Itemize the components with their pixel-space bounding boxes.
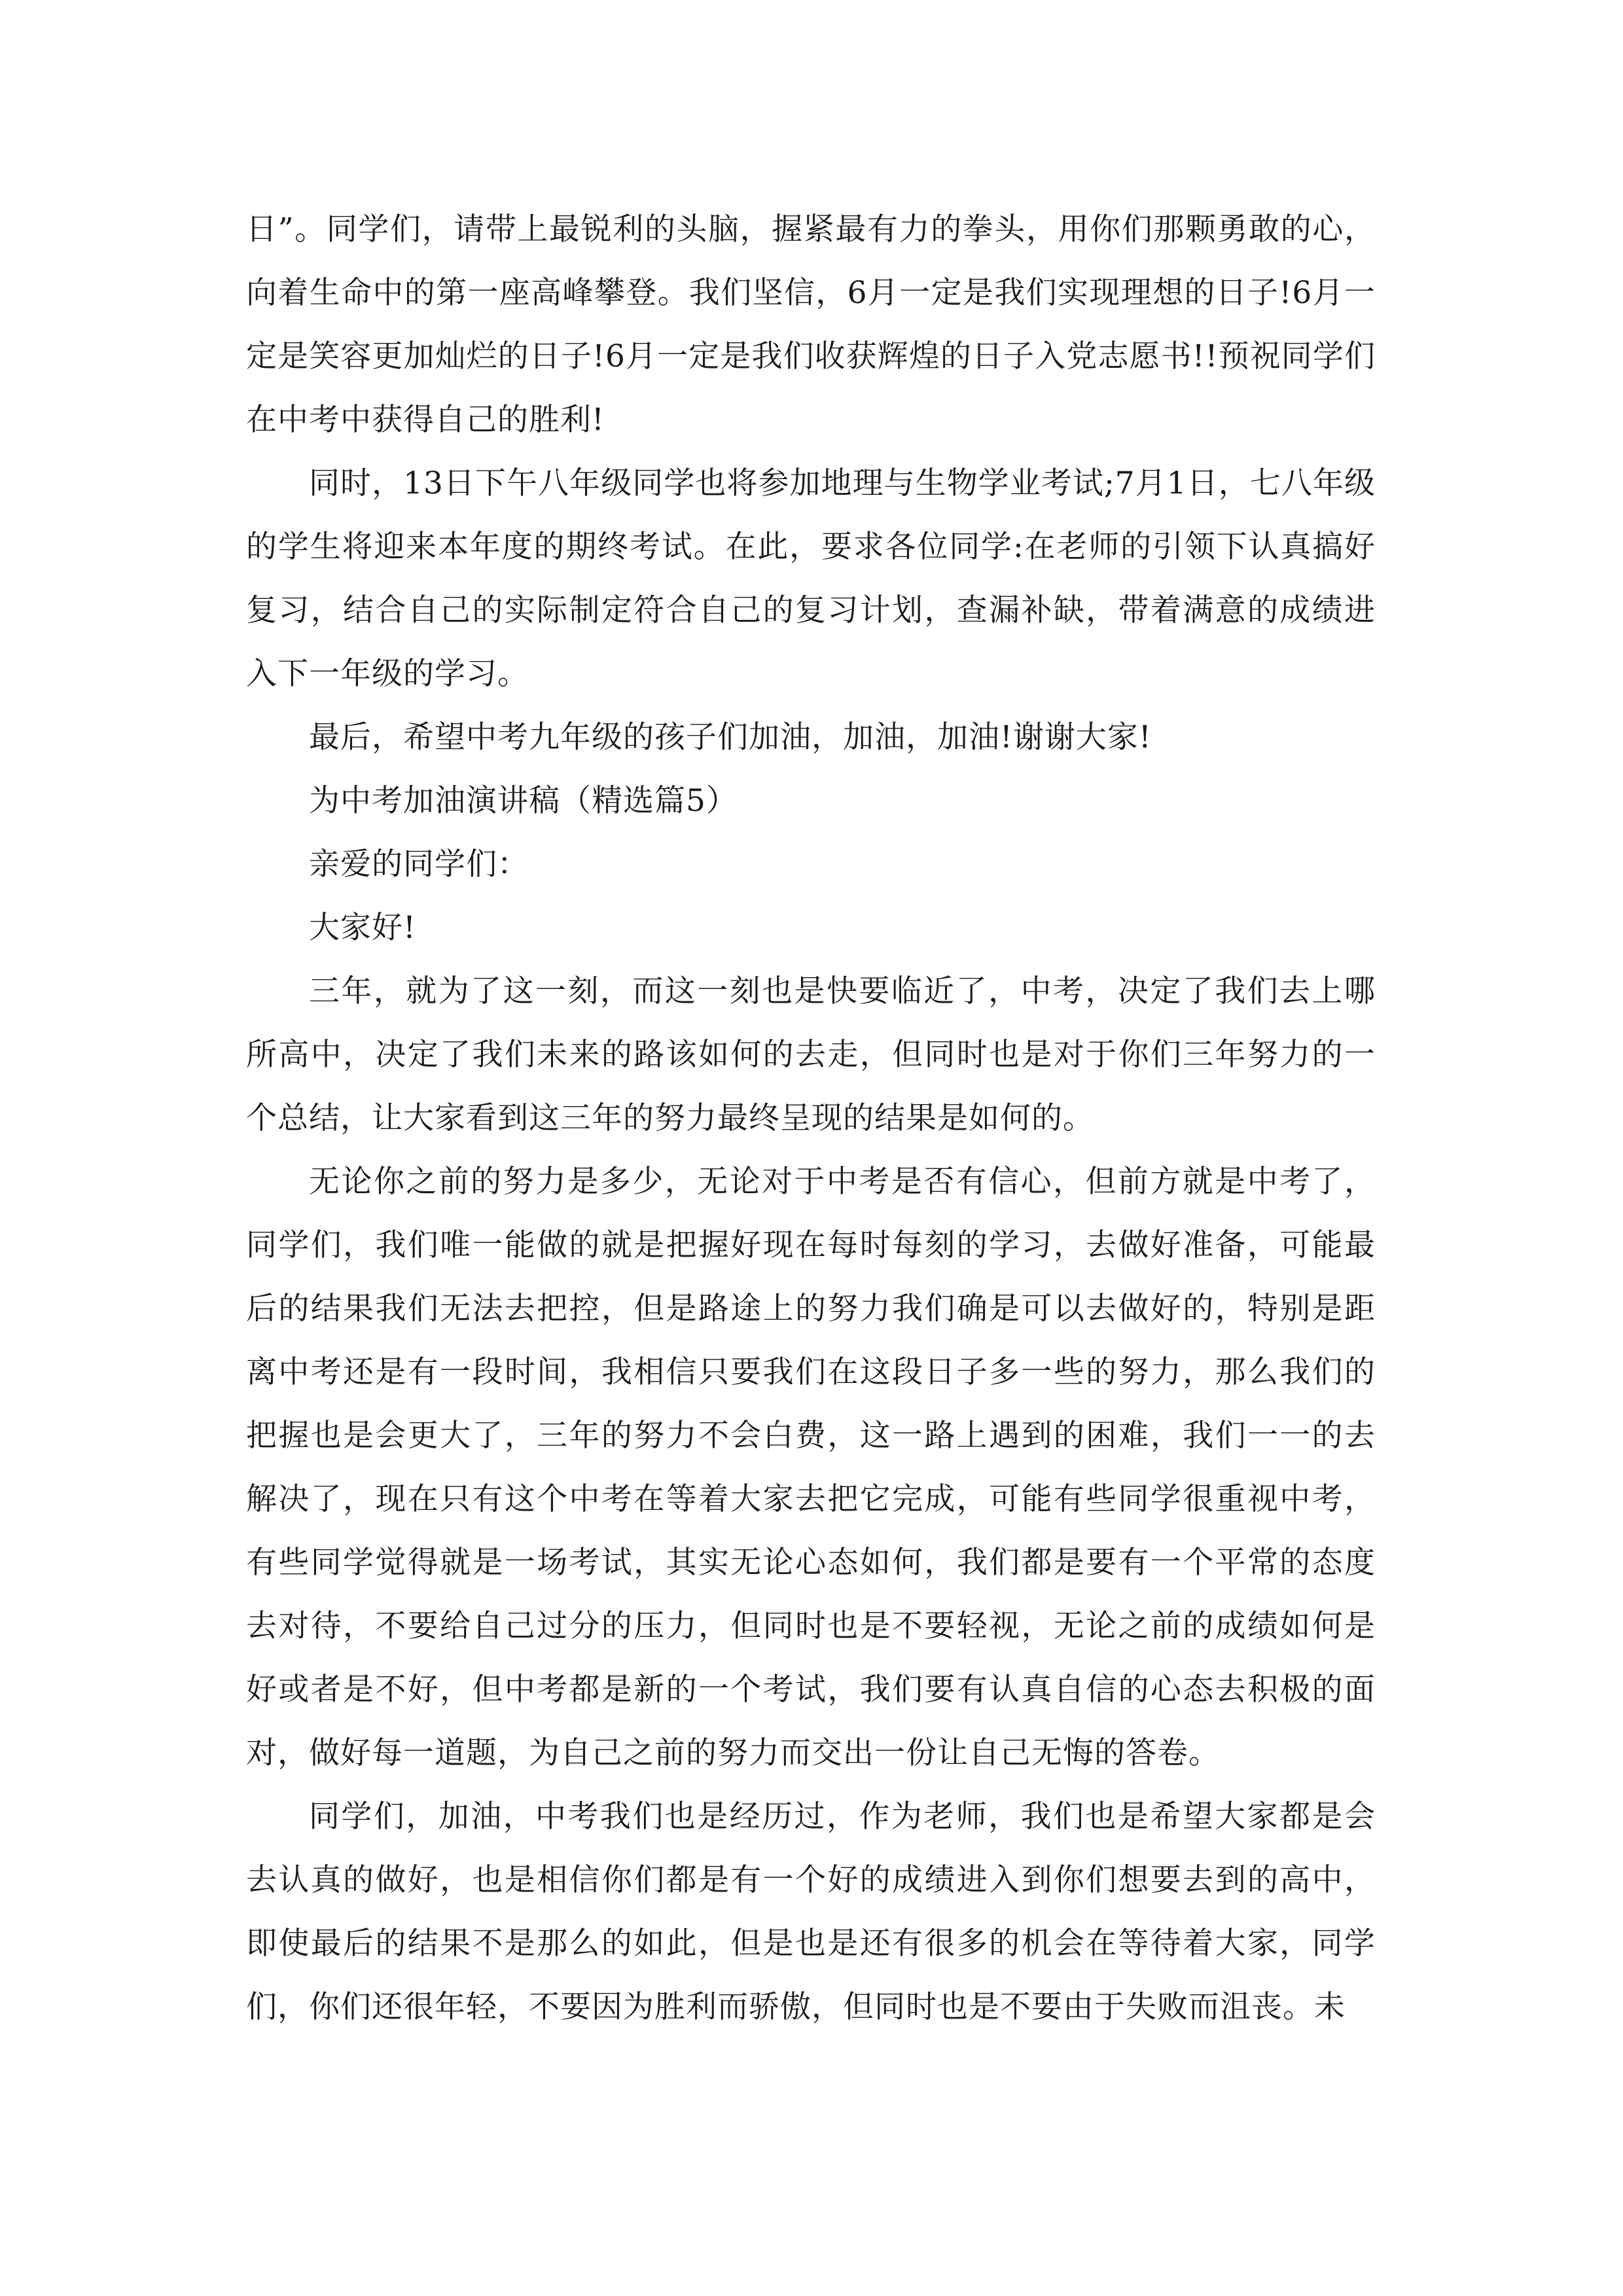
greeting: 大家好! xyxy=(309,910,416,946)
section-heading: 为中考加油演讲稿（精选篇5） xyxy=(309,783,738,819)
paragraph-9: 同学们，加油，中考我们也是经历过，作为老师，我们也是希望大家都是会去认真的做好，也是相信你们都是有一个好的成绩进入到你们想要去到的高中，即使最后的结果不是那么的如此，但是也是还有很多的机会在等待着大家，同学们，你们还很年轻，不要因为胜利而骄傲，但同时也是不要由于失败而沮丧。未 xyxy=(246,1799,1376,2025)
document-body xyxy=(246,198,1376,2039)
paragraph-7: 三年，就为了这一刻，而这一刻也是快要临近了，中考，决定了我们去上哪所高中，决定了我们未来的路该如何的去走，但同时也是对于你们三年努力的一个总结，让大家看到这三年的努力最终呈现的结果是如何的。 xyxy=(246,973,1376,1136)
salutation: 亲爱的同学们： xyxy=(309,846,529,882)
paragraph-3: 最后，希望中考九年级的孩子们加油，加油，加油!谢谢大家! xyxy=(309,719,1152,755)
paragraph-8: 无论你之前的努力是多少，无论对于中考是否有信心，但前方就是中考了，同学们，我们唯一能做的就是把握好现在每时每刻的学习，去做好准备，可能最后的结果我们无法去把控，但是路途上的努力我们确是可以去做好的，特别是距离中考还是有一段时间，我相信只要我们在这段日子多一些的努力，那么我们的把握也是会更大了，三年的努力不会白费，这一路上遇到的困难，我们一一的去解决了，现在只有这个中考在等着大家去把它完成，可能有些同学很重视中考，有些同学觉得就是一场考试，其实无论心态如何，我们都是要有一个平常的态度去对待，不要给自己过分的压力，但同时也是不要轻视，无论之前的成绩如何是好或者是不好，但中考都是新的一个考试，我们要有认真自信的心态去积极的面对，做好每一道题，为自己之前的努力而交出一份让自己无悔的答卷。 xyxy=(246,1164,1376,1771)
paragraph-1: 日”。同学们，请带上最锐利的头脑，握紧最有力的拳头，用你们那颗勇敢的心，向着生命中的第一座高峰攀登。我们坚信，6月一定是我们实现理想的日子!6月一定是笑容更加灿烂的日子!6月一定是我们收获辉煌的日子入党志愿书!!预祝同学们在中考中获得自己的胜利! xyxy=(246,211,1376,438)
paragraph-2: 同时，13日下午八年级同学也将参加地理与生物学业考试;7月1日，七八年级的学生将迎来本年度的期终考试。在此，要求各位同学:在老师的引领下认真搞好复习，结合自己的实际制定符合自己的复习计划，查漏补缺，带着满意的成绩进入下一年级的学习。 xyxy=(246,465,1376,692)
